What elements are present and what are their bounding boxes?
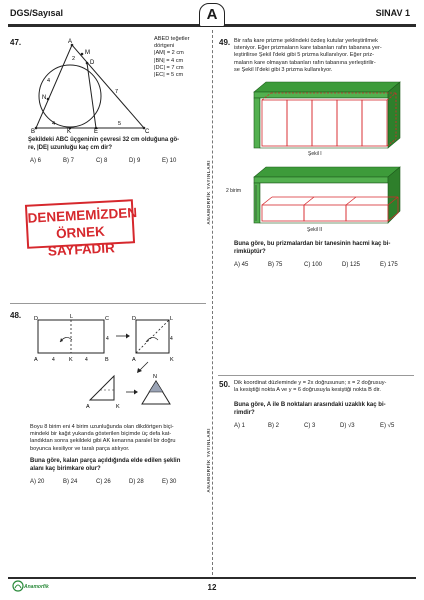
q49-figure-1-caption: Şekil I: [308, 151, 322, 157]
q49-question-line: rimküptür?: [234, 248, 266, 255]
fig48-triangle-label-k: K: [116, 404, 120, 410]
q49-option-c[interactable]: C) 100: [304, 262, 323, 268]
q49-option-a[interactable]: A) 45: [234, 262, 249, 268]
fig48-triangle-label-a: A: [86, 404, 90, 410]
q47-option-d[interactable]: D) 9: [129, 158, 141, 164]
q48-question-line: Buna göre, kalan parça açıldığında elde edilen şeklin: [30, 458, 181, 464]
q47-given-info: [154, 36, 189, 79]
question-50-number: 50.: [219, 380, 231, 389]
q48-body-line: mindeki bir kağıt yukarıda gösterilen biçimde üç defa kat-: [30, 431, 172, 438]
q49-question-text: [234, 241, 414, 256]
side-publisher-text-bottom: ANAMORFİK YAYINLARI: [206, 428, 211, 493]
q49-shelf-figure-1: [252, 80, 412, 152]
side-publisher-text-top: ANAMORFİK YAYINLARI: [206, 160, 211, 225]
q50-option-c[interactable]: C) 3: [304, 423, 316, 429]
fig47-label-m: M: [85, 50, 90, 56]
fig47-label-d: D: [90, 60, 95, 66]
q47-triangle-figure: [28, 36, 154, 134]
q47-question-line: re, |DE| uzunluğu kaç cm dir?: [28, 144, 113, 151]
fig47-length-bk: 4: [52, 121, 56, 127]
q50-question-text: [234, 402, 414, 417]
q47-option-e[interactable]: E) 10: [162, 158, 177, 164]
q49-option-d[interactable]: D) 125: [342, 262, 361, 268]
footer-rule: [8, 577, 416, 579]
q48-option-e[interactable]: E) 30: [162, 479, 177, 485]
q50-option-e[interactable]: E) √5: [380, 423, 395, 429]
q50-body-text: [234, 380, 414, 394]
fig47-label-c: C: [145, 129, 150, 134]
q48-body-text: [30, 424, 208, 453]
q47-given-line: ABED teğetler: [154, 36, 190, 42]
question-49-number: 49.: [219, 38, 231, 47]
fig47-label-e: E: [94, 129, 99, 134]
booklet-type-badge: A: [199, 3, 225, 27]
q49-body-line: maların kare olmayan tabanları rafın tabanına yerleştirilir-: [234, 59, 376, 66]
q49-option-e[interactable]: E) 175: [380, 262, 398, 268]
q47-option-b[interactable]: B) 7: [63, 158, 75, 164]
fig48-length-side: 4: [106, 336, 109, 342]
q50-option-d[interactable]: D) √3: [340, 423, 355, 429]
fig48-square-label-d: D: [132, 316, 136, 322]
fig47-label-n: N: [42, 95, 47, 101]
fig48-label-k: K: [69, 357, 73, 363]
q47-given-line: |AM| = 2 cm: [154, 50, 184, 57]
q48-option-a[interactable]: A) 20: [30, 479, 45, 485]
q49-question-line: Buna göre, bu prizmalardan bir tanesinin hacmi kaç bi-: [234, 241, 391, 247]
fig48-length-ak: 4: [52, 357, 55, 363]
q47-option-c[interactable]: C) 8: [96, 158, 108, 164]
publisher-logo-text: Anamorfik: [24, 584, 49, 590]
fig48-label-c: C: [105, 316, 109, 322]
stamp-line-1: DENEMEMİZDEN: [27, 205, 138, 226]
q49-body-text: [234, 38, 414, 74]
q48-option-c[interactable]: C) 26: [96, 479, 111, 485]
exam-section-label: DGS/Sayısal: [10, 8, 64, 18]
fig48-square-length: 4: [170, 336, 173, 342]
fig48-square-label-k: K: [170, 357, 174, 363]
fig47-label-k: K: [67, 129, 72, 134]
q47-given-line: |EC| = 5 cm: [154, 72, 184, 79]
fig48-square-label-l: L: [170, 316, 174, 322]
fig48-length-kb: 4: [85, 357, 88, 363]
fig48-label-a: A: [34, 357, 38, 363]
q50-question-line: Buna göre, A ile B noktaları arasındaki uzaklık kaç bi-: [234, 402, 386, 408]
q48-body-line: Boyu 8 birim eni 4 birim uzunluğunda olan dikdörtgen biçi-: [30, 424, 174, 430]
q50-option-b[interactable]: B) 2: [268, 423, 280, 429]
q48-paper-folding-figure: [30, 312, 208, 422]
q49-shelf-figure-2: [252, 165, 412, 227]
q47-question-line: Şekildeki ABC üçgeninin çevresi 32 cm olduğuna gö-: [28, 137, 180, 143]
q49-body-line: se Şekil II'deki gibi 3 prizma kullanılıyor.: [234, 66, 333, 73]
sample-page-stamp: [25, 199, 138, 259]
fig48-square-label-a: A: [132, 357, 136, 363]
q48-body-line: boyunca kesiliyor ve taralı parça atılıyor.: [30, 445, 130, 452]
stamp-line-2: ÖRNEK SAYFADIR: [47, 223, 116, 259]
q50-question-line: rimdir?: [234, 409, 255, 416]
q49-body-line: leştirilirse Şekil I'deki gibi 5 prizma kullanılıyor. Eğer priz-: [234, 52, 375, 59]
q48-question-text: [30, 458, 208, 473]
fig47-length-ec: 5: [118, 121, 122, 127]
q50-option-a[interactable]: A) 1: [234, 423, 246, 429]
q47-option-a[interactable]: A) 6: [30, 158, 42, 164]
fig47-length-an: 4: [47, 78, 51, 84]
q50-body-line: Dik koordinat düzleminde y = 2x doğrusunun; x = 2 doğrusuy-: [234, 380, 387, 386]
q49-figure-2-caption: Şekil II: [307, 227, 323, 233]
q48-option-b[interactable]: B) 24: [63, 479, 78, 485]
question-47-number: 47.: [10, 38, 22, 47]
question-48-number: 48.: [10, 311, 22, 320]
left-question-separator: [10, 303, 206, 304]
q47-question-text: [28, 137, 208, 152]
fig47-length-am: 2: [72, 56, 76, 62]
q49-body-line: Bir rafa kare prizme şeklindeki özdeş kutular yerleştirilmek: [234, 38, 378, 44]
exam-title: SINAV 1: [375, 8, 410, 18]
q49-dimension-label: 2 birim: [226, 188, 242, 194]
q48-question-line: alanı kaç birimkare olur?: [30, 465, 101, 472]
q49-option-b[interactable]: B) 75: [268, 262, 283, 268]
page-number: 12: [207, 583, 217, 592]
fig48-label-d: D: [34, 316, 38, 322]
fig47-length-dc: 7: [115, 89, 119, 95]
fig48-label-l: L: [70, 314, 74, 320]
fig47-label-a: A: [68, 39, 73, 45]
fig47-label-b: B: [31, 129, 36, 134]
q49-body-line: isteniyor. Eğer prizmaların kare tabanları rafın tabanına yer-: [234, 45, 382, 52]
q48-body-line: landıktan sonra şekildeki gibi AK kenarına paralel bir doğru: [30, 438, 176, 445]
q47-given-line: |DC| = 7 cm: [154, 64, 184, 71]
fig48-cut-label-n: N: [153, 374, 157, 380]
q47-given-line: dörtgeni: [154, 43, 175, 50]
fig48-label-b: B: [105, 357, 109, 363]
column-divider: [212, 30, 213, 575]
q47-given-line: |BN| = 4 cm: [154, 57, 184, 64]
q50-body-line: la kesiştiği nokta A ve y = 6 doğrusuyla kesiştiği nokta B dir.: [234, 387, 381, 394]
right-question-separator: [218, 375, 414, 376]
q48-option-d[interactable]: D) 28: [129, 479, 144, 485]
